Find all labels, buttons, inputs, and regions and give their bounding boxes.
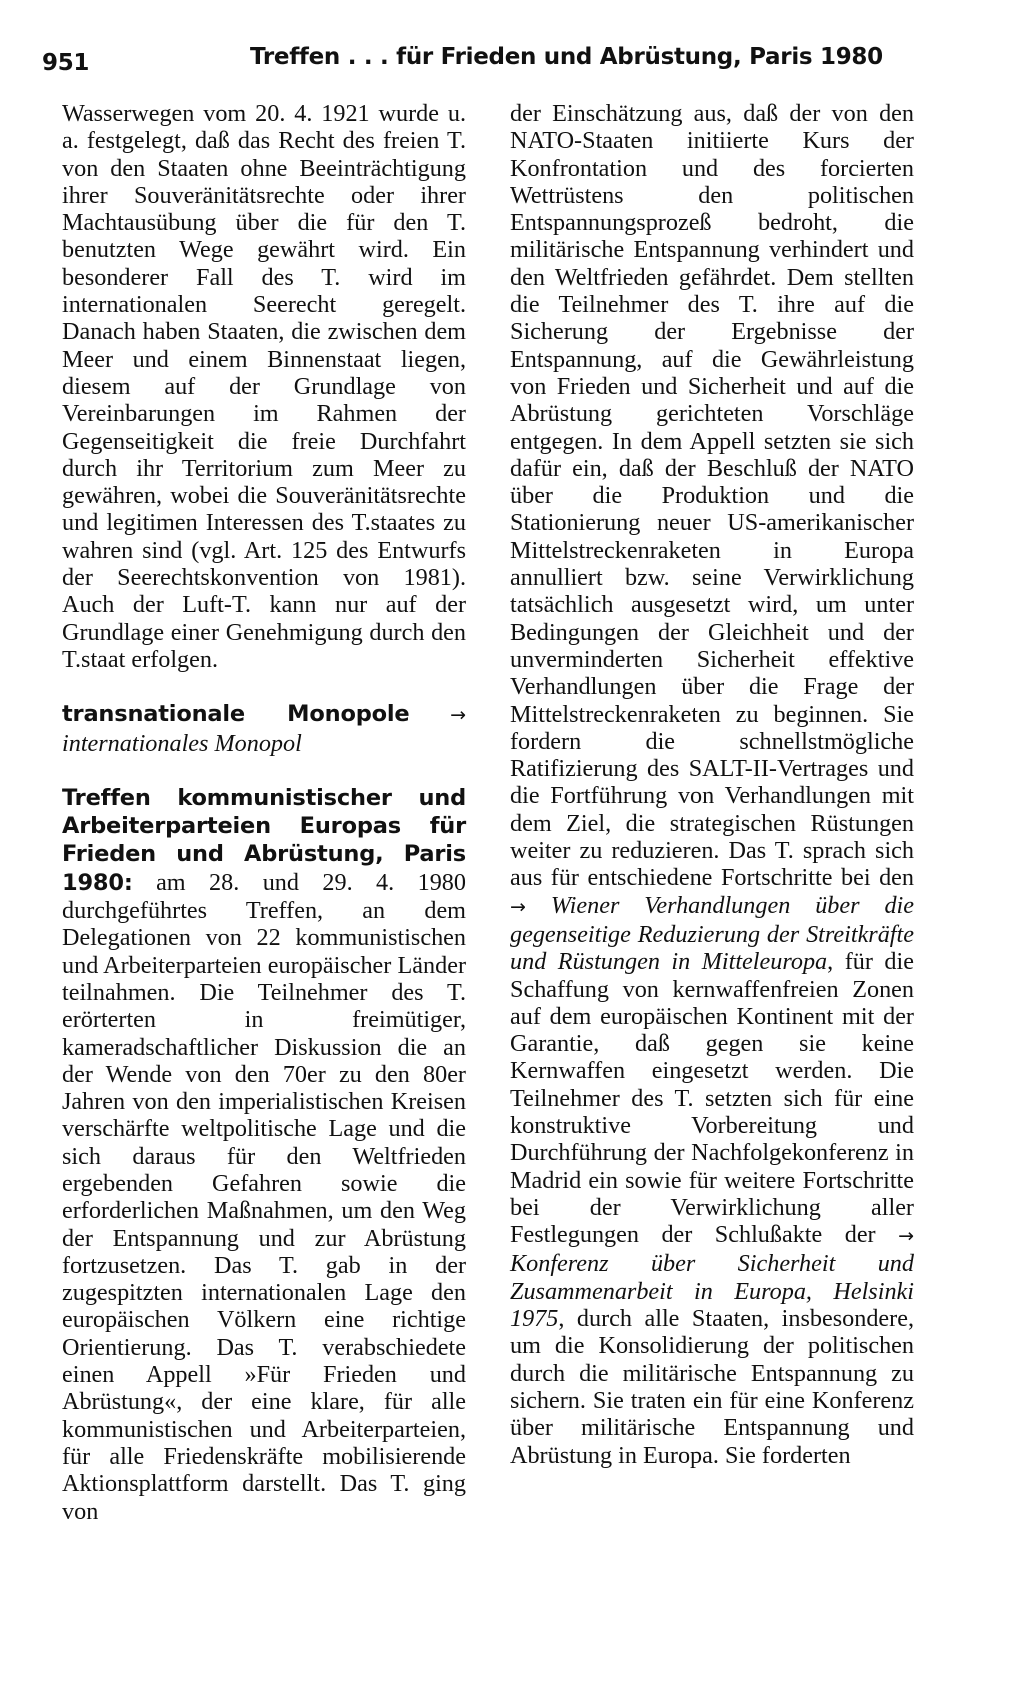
cross-reference-arrow-icon: → [450, 704, 466, 727]
cross-reference-arrow-icon: → [898, 1225, 914, 1248]
entry-headword: Treffen kommunistischer und Arbeiterparteien Europas für Frieden und Abrüstung, Paris 1980: [62, 784, 466, 896]
entry-text: , durch alle Staaten, insbesondere, um die Konsolidierung der politischen durch die militärische Entspannung zu sichern. Sie traten ein für eine Konferenz über militärische Entspannung und Abrüstung in Europa. Sie forderten [510, 1305, 914, 1469]
cross-reference-arrow-icon: → [510, 895, 526, 918]
entry-treffen-continued [510, 100, 914, 1469]
cross-reference-link[interactable]: internationales Monopol [62, 729, 302, 757]
entry-transnationale-monopole [62, 700, 466, 757]
paragraph-transit-continued: Wasserwegen vom 20. 4. 1921 wurde u. a. festgelegt, daß das Recht des freien T. von den Staaten ohne Beeinträchtigung ihrer Souveränitätsrechte oder ihrer Machtausübung über die für den T. benutzten Wege gewährt wird. Ein besonderer Fall des T. wird im internationalen Seerecht geregelt. Danach haben Staaten, die zwischen dem Meer und einem Binnenstaat liegen, diesem auf der Grundlage von Vereinbarungen im Rahmen der Gegenseitigkeit die freie Durchfahrt durch ihr Territorium zum Meer zu gewähren, wobei die Souveränitätsrechte und legitimen Interessen des T.staates zu wahren sind (vgl. Art. 125 des Entwurfs der Seerechtskonvention von 1981). Auch der Luft-T. kann nur auf der Grundlage einer Genehmigung durch den T.staat erfolgen. [62, 100, 466, 673]
entry-text: , für die Schaffung von kernwaffenfreien Zonen auf dem europäischen Kontinent mit der Garantie, daß gegen sie keine Kernwaffen eingesetzt werden. Die Teilnehmer des T. setzten sich für eine konstruktive Vorbereitung und Durchführung der Nachfolgekonferenz in Madrid ein sowie für weitere Fortschritte bei der Verwirklichung aller Festlegungen der Schlußakte der [510, 948, 914, 1249]
running-title: Treffen . . . für Frieden und Abrüstung, Paris 1980 [250, 44, 883, 70]
page-number: 951 [42, 50, 90, 76]
entry-treffen-paris-1980 [62, 784, 466, 1525]
entry-headword: transnationale Monopole [62, 701, 410, 728]
right-column [510, 100, 914, 1469]
left-column [62, 100, 466, 1525]
cross-reference-link[interactable]: Wiener Verhandlungen über die gegenseitige Reduzierung der Streitkräfte und Rüstungen in Mitteleuropa [510, 891, 915, 976]
running-header [42, 44, 930, 84]
entry-text: der Einschätzung aus, daß der von den NATO-Staaten initiierte Kurs der Konfrontation und des forcierten Wettrüstens den politischen Entspannungsprozeß bedroht, die militärische Entspannung verhindert und den Weltfrieden gefährdet. Dem stellten die Teilnehmer des T. ihre auf die Sicherung der Ergebnisse der Entspannung, auf die Gewährleistung von Frieden und Sicherheit und auf die Abrüstung gerichteten Vorschläge entgegen. In dem Appell setzten sie sich dafür ein, daß der Beschluß der NATO über die Produktion und die Stationierung neuer US-amerikanischer Mittelstreckenraketen in Europa annulliert bzw. seine Verwirklichung tatsächlich ausgesetzt wird, um unter Bedingungen der Gleichheit und der unverminderten Sicherheit effektive Verhandlungen über die Frage der Mittelstreckenraketen zu beginnen. Sie fordern die schnellstmögliche Ratifizierung des SALT-II-Vertrages und die Fortführung von Verhandlungen mit dem Ziel, die strategischen Rüstungen weiter zu reduzieren. Das T. sprach sich aus für entschiedene Fortschritte bei den [510, 100, 914, 892]
cross-reference-link[interactable]: Konferenz über Sicherheit und Zusammenarbeit in Europa, Helsinki 1975 [510, 1250, 914, 1333]
entry-text: am 28. und 29. 4. 1980 durchgeführtes Treffen, an dem Delegationen von 22 kommunistischen und Arbeiterparteien europäischer Länder teilnahmen. Die Teilnehmer des T. erörterten in freimütiger, kameradschaftlicher Diskussion die an der Wende von den 70er zu den 80er Jahren von den imperialistischen Kreisen verschärfte weltpolitische Lage und die sich daraus für den Weltfrieden ergebenden Gefahren sowie die erforderlichen Maßnahmen, um den Weg der Entspannung und zur Abrüstung fortzusetzen. Das T. gab in der zugespitzten internationalen Lage den europäischen Völkern eine richtige Orientierung. Das T. verabschiedete einen Appell »Für Frieden und Abrüstung«, der eine klare, für alle kommunistischen und Arbeiterparteien, für alle Friedenskräfte mobilisierende Aktionsplattform darstellt. Das T. ging von [62, 868, 466, 1525]
